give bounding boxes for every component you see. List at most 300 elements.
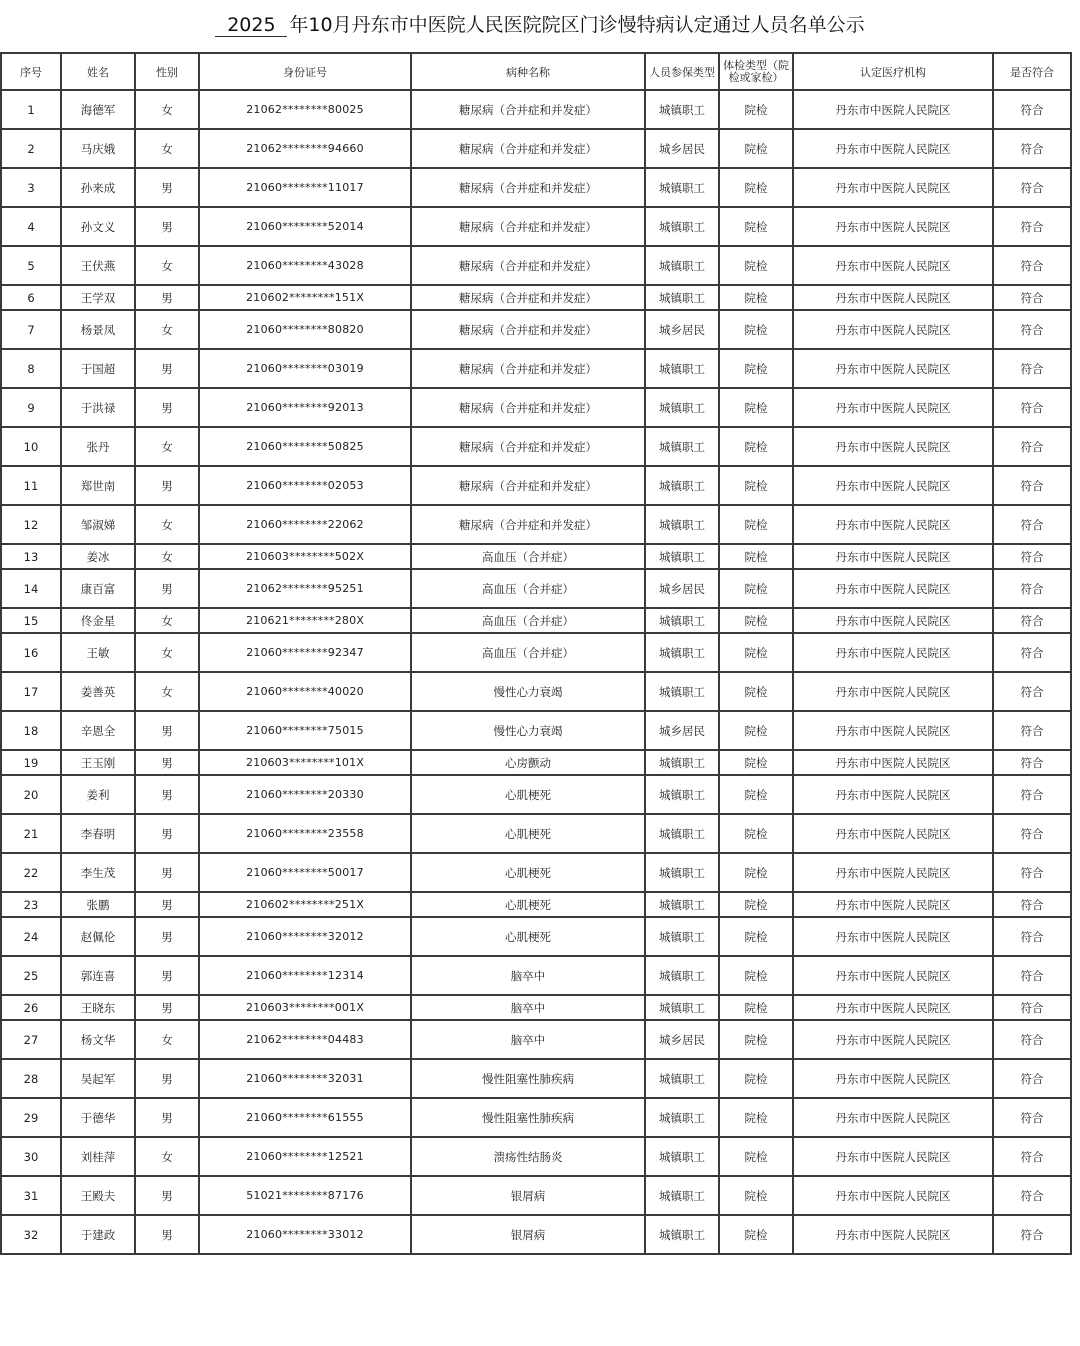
- cell-sex: 女: [135, 608, 199, 633]
- cell-disease: 糖尿病（合并症和并发症）: [411, 310, 645, 349]
- cell-no: 25: [1, 956, 61, 995]
- cell-check-type: 院检: [719, 814, 793, 853]
- cell-sex: 男: [135, 892, 199, 917]
- cell-id: 21062********95251: [199, 569, 411, 608]
- cell-org: 丹东市中医院人民院区: [793, 1176, 993, 1215]
- cell-insurance: 城镇职工: [645, 1059, 719, 1098]
- cell-no: 3: [1, 168, 61, 207]
- table-row: [1, 168, 1071, 207]
- cell-id: 21060********52014: [199, 207, 411, 246]
- table-row: [1, 1020, 1071, 1059]
- cell-check-type: 院检: [719, 672, 793, 711]
- table-row: [1, 90, 1071, 129]
- cell-disease: 糖尿病（合并症和并发症）: [411, 168, 645, 207]
- cell-disease: 银屑病: [411, 1215, 645, 1254]
- cell-disease: 心肌梗死: [411, 853, 645, 892]
- cell-no: 10: [1, 427, 61, 466]
- cell-insurance: 城镇职工: [645, 427, 719, 466]
- table-row: [1, 672, 1071, 711]
- cell-id: 21060********50017: [199, 853, 411, 892]
- cell-sex: 女: [135, 505, 199, 544]
- cell-no: 18: [1, 711, 61, 750]
- cell-check-type: 院检: [719, 168, 793, 207]
- cell-name: 辛恩全: [61, 711, 135, 750]
- table-row: [1, 349, 1071, 388]
- table-row: [1, 711, 1071, 750]
- cell-no: 20: [1, 775, 61, 814]
- cell-ok: 符合: [993, 388, 1071, 427]
- table-row: [1, 917, 1071, 956]
- cell-disease: 慢性阻塞性肺疾病: [411, 1059, 645, 1098]
- cell-no: 21: [1, 814, 61, 853]
- cell-id: 210603********502X: [199, 544, 411, 569]
- header-sex: 性别: [135, 53, 199, 90]
- table-row: [1, 569, 1071, 608]
- cell-sex: 男: [135, 711, 199, 750]
- cell-id: 21060********40020: [199, 672, 411, 711]
- cell-disease: 糖尿病（合并症和并发症）: [411, 90, 645, 129]
- cell-ok: 符合: [993, 427, 1071, 466]
- cell-id: 51021********87176: [199, 1176, 411, 1215]
- cell-ok: 符合: [993, 633, 1071, 672]
- cell-ok: 符合: [993, 1176, 1071, 1215]
- cell-name: 李春明: [61, 814, 135, 853]
- cell-sex: 男: [135, 388, 199, 427]
- cell-sex: 男: [135, 466, 199, 505]
- cell-org: 丹东市中医院人民院区: [793, 775, 993, 814]
- cell-sex: 男: [135, 814, 199, 853]
- cell-org: 丹东市中医院人民院区: [793, 505, 993, 544]
- header-check-type: 体检类型（院检或家检）: [719, 53, 793, 90]
- cell-disease: 慢性阻塞性肺疾病: [411, 1098, 645, 1137]
- cell-sex: 男: [135, 207, 199, 246]
- header-ok: 是否符合: [993, 53, 1071, 90]
- cell-org: 丹东市中医院人民院区: [793, 711, 993, 750]
- cell-sex: 女: [135, 246, 199, 285]
- table-row: [1, 310, 1071, 349]
- cell-org: 丹东市中医院人民院区: [793, 672, 993, 711]
- cell-ok: 符合: [993, 505, 1071, 544]
- cell-org: 丹东市中医院人民院区: [793, 207, 993, 246]
- table-row: [1, 505, 1071, 544]
- cell-no: 22: [1, 853, 61, 892]
- cell-insurance: 城镇职工: [645, 892, 719, 917]
- cell-org: 丹东市中医院人民院区: [793, 1215, 993, 1254]
- cell-sex: 男: [135, 1059, 199, 1098]
- cell-insurance: 城乡居民: [645, 569, 719, 608]
- cell-id: 21060********92013: [199, 388, 411, 427]
- cell-ok: 符合: [993, 917, 1071, 956]
- cell-insurance: 城镇职工: [645, 388, 719, 427]
- cell-insurance: 城镇职工: [645, 672, 719, 711]
- cell-id: 21062********04483: [199, 1020, 411, 1059]
- cell-id: 21060********80820: [199, 310, 411, 349]
- table-row: [1, 853, 1071, 892]
- cell-id: 21060********33012: [199, 1215, 411, 1254]
- cell-ok: 符合: [993, 814, 1071, 853]
- cell-disease: 心肌梗死: [411, 814, 645, 853]
- cell-no: 8: [1, 349, 61, 388]
- cell-no: 16: [1, 633, 61, 672]
- cell-sex: 男: [135, 285, 199, 310]
- table-body: [1, 90, 1071, 1254]
- cell-no: 15: [1, 608, 61, 633]
- cell-sex: 女: [135, 672, 199, 711]
- cell-name: 姜善英: [61, 672, 135, 711]
- cell-disease: 糖尿病（合并症和并发症）: [411, 388, 645, 427]
- cell-name: 邹淑娣: [61, 505, 135, 544]
- cell-sex: 女: [135, 544, 199, 569]
- cell-id: 21060********92347: [199, 633, 411, 672]
- cell-sex: 男: [135, 1176, 199, 1215]
- cell-insurance: 城镇职工: [645, 505, 719, 544]
- cell-check-type: 院检: [719, 956, 793, 995]
- cell-no: 2: [1, 129, 61, 168]
- cell-name: 马庆娥: [61, 129, 135, 168]
- cell-id: 210603********001X: [199, 995, 411, 1020]
- cell-check-type: 院检: [719, 466, 793, 505]
- cell-no: 1: [1, 90, 61, 129]
- cell-insurance: 城乡居民: [645, 129, 719, 168]
- cell-no: 4: [1, 207, 61, 246]
- cell-insurance: 城镇职工: [645, 1215, 719, 1254]
- cell-disease: 脑卒中: [411, 956, 645, 995]
- cell-name: 刘桂萍: [61, 1137, 135, 1176]
- cell-name: 杨景凤: [61, 310, 135, 349]
- cell-sex: 女: [135, 633, 199, 672]
- cell-disease: 慢性心力衰竭: [411, 711, 645, 750]
- cell-no: 7: [1, 310, 61, 349]
- cell-check-type: 院检: [719, 633, 793, 672]
- cell-disease: 糖尿病（合并症和并发症）: [411, 349, 645, 388]
- table-row: [1, 285, 1071, 310]
- cell-check-type: 院检: [719, 711, 793, 750]
- cell-sex: 男: [135, 1098, 199, 1137]
- cell-check-type: 院检: [719, 310, 793, 349]
- cell-no: 26: [1, 995, 61, 1020]
- cell-org: 丹东市中医院人民院区: [793, 853, 993, 892]
- cell-check-type: 院检: [719, 917, 793, 956]
- cell-check-type: 院检: [719, 1137, 793, 1176]
- table-row: [1, 1137, 1071, 1176]
- cell-ok: 符合: [993, 750, 1071, 775]
- header-insurance: 人员参保类型: [645, 53, 719, 90]
- cell-org: 丹东市中医院人民院区: [793, 995, 993, 1020]
- cell-name: 海德军: [61, 90, 135, 129]
- cell-id: 210621********280X: [199, 608, 411, 633]
- cell-org: 丹东市中医院人民院区: [793, 633, 993, 672]
- cell-insurance: 城镇职工: [645, 608, 719, 633]
- cell-disease: 糖尿病（合并症和并发症）: [411, 246, 645, 285]
- cell-ok: 符合: [993, 466, 1071, 505]
- cell-name: 王学双: [61, 285, 135, 310]
- cell-no: 19: [1, 750, 61, 775]
- cell-org: 丹东市中医院人民院区: [793, 388, 993, 427]
- table-row: [1, 1215, 1071, 1254]
- cell-name: 吴起军: [61, 1059, 135, 1098]
- cell-disease: 银屑病: [411, 1176, 645, 1215]
- cell-ok: 符合: [993, 672, 1071, 711]
- table-row: [1, 750, 1071, 775]
- cell-ok: 符合: [993, 995, 1071, 1020]
- table-row: [1, 775, 1071, 814]
- cell-disease: 糖尿病（合并症和并发症）: [411, 505, 645, 544]
- cell-name: 于洪禄: [61, 388, 135, 427]
- cell-check-type: 院检: [719, 246, 793, 285]
- cell-disease: 高血压（合并症）: [411, 608, 645, 633]
- cell-check-type: 院检: [719, 427, 793, 466]
- cell-no: 28: [1, 1059, 61, 1098]
- cell-insurance: 城镇职工: [645, 775, 719, 814]
- cell-no: 5: [1, 246, 61, 285]
- cell-ok: 符合: [993, 853, 1071, 892]
- cell-name: 郑世南: [61, 466, 135, 505]
- cell-sex: 男: [135, 775, 199, 814]
- cell-ok: 符合: [993, 1098, 1071, 1137]
- cell-check-type: 院检: [719, 569, 793, 608]
- cell-name: 于国超: [61, 349, 135, 388]
- cell-insurance: 城镇职工: [645, 633, 719, 672]
- cell-name: 王殿夫: [61, 1176, 135, 1215]
- cell-check-type: 院检: [719, 1020, 793, 1059]
- cell-org: 丹东市中医院人民院区: [793, 168, 993, 207]
- cell-no: 9: [1, 388, 61, 427]
- cell-name: 姜冰: [61, 544, 135, 569]
- cell-disease: 糖尿病（合并症和并发症）: [411, 129, 645, 168]
- cell-no: 12: [1, 505, 61, 544]
- cell-insurance: 城镇职工: [645, 246, 719, 285]
- cell-disease: 心房颤动: [411, 750, 645, 775]
- cell-check-type: 院检: [719, 853, 793, 892]
- cell-sex: 男: [135, 1215, 199, 1254]
- cell-org: 丹东市中医院人民院区: [793, 917, 993, 956]
- cell-ok: 符合: [993, 711, 1071, 750]
- cell-ok: 符合: [993, 892, 1071, 917]
- cell-check-type: 院检: [719, 892, 793, 917]
- table-row: [1, 129, 1071, 168]
- cell-org: 丹东市中医院人民院区: [793, 608, 993, 633]
- cell-ok: 符合: [993, 246, 1071, 285]
- cell-name: 李生茂: [61, 853, 135, 892]
- cell-id: 21060********03019: [199, 349, 411, 388]
- cell-id: 21060********43028: [199, 246, 411, 285]
- cell-name: 姜利: [61, 775, 135, 814]
- cell-insurance: 城镇职工: [645, 285, 719, 310]
- cell-name: 王敏: [61, 633, 135, 672]
- table-row: [1, 246, 1071, 285]
- cell-name: 赵佩伦: [61, 917, 135, 956]
- cell-id: 21060********50825: [199, 427, 411, 466]
- cell-name: 佟金星: [61, 608, 135, 633]
- cell-no: 29: [1, 1098, 61, 1137]
- cell-disease: 慢性心力衰竭: [411, 672, 645, 711]
- cell-org: 丹东市中医院人民院区: [793, 1137, 993, 1176]
- cell-name: 张丹: [61, 427, 135, 466]
- cell-name: 康百富: [61, 569, 135, 608]
- cell-ok: 符合: [993, 1020, 1071, 1059]
- title-text: 年10月丹东市中医院人民医院院区门诊慢特病认定通过人员名单公示: [289, 14, 865, 36]
- cell-insurance: 城镇职工: [645, 466, 719, 505]
- cell-insurance: 城镇职工: [645, 1098, 719, 1137]
- cell-check-type: 院检: [719, 349, 793, 388]
- table-row: [1, 207, 1071, 246]
- cell-id: 21060********23558: [199, 814, 411, 853]
- cell-check-type: 院检: [719, 90, 793, 129]
- cell-disease: 脑卒中: [411, 995, 645, 1020]
- cell-no: 23: [1, 892, 61, 917]
- cell-ok: 符合: [993, 168, 1071, 207]
- cell-name: 于德华: [61, 1098, 135, 1137]
- cell-sex: 男: [135, 917, 199, 956]
- cell-check-type: 院检: [719, 995, 793, 1020]
- table-row: [1, 956, 1071, 995]
- cell-insurance: 城镇职工: [645, 544, 719, 569]
- cell-ok: 符合: [993, 1215, 1071, 1254]
- cell-insurance: 城镇职工: [645, 750, 719, 775]
- cell-name: 孙来成: [61, 168, 135, 207]
- cell-org: 丹东市中医院人民院区: [793, 544, 993, 569]
- cell-check-type: 院检: [719, 388, 793, 427]
- cell-ok: 符合: [993, 129, 1071, 168]
- table-row: [1, 1059, 1071, 1098]
- cell-insurance: 城镇职工: [645, 207, 719, 246]
- cell-disease: 糖尿病（合并症和并发症）: [411, 427, 645, 466]
- cell-org: 丹东市中医院人民院区: [793, 310, 993, 349]
- table-header-row: [1, 53, 1071, 90]
- cell-org: 丹东市中医院人民院区: [793, 750, 993, 775]
- cell-no: 11: [1, 466, 61, 505]
- cell-org: 丹东市中医院人民院区: [793, 349, 993, 388]
- table-row: [1, 544, 1071, 569]
- cell-org: 丹东市中医院人民院区: [793, 1098, 993, 1137]
- cell-check-type: 院检: [719, 1176, 793, 1215]
- table-row: [1, 427, 1071, 466]
- cell-id: 21060********22062: [199, 505, 411, 544]
- cell-id: 210602********251X: [199, 892, 411, 917]
- cell-sex: 男: [135, 995, 199, 1020]
- cell-ok: 符合: [993, 285, 1071, 310]
- cell-name: 于建政: [61, 1215, 135, 1254]
- cell-name: 杨文华: [61, 1020, 135, 1059]
- cell-check-type: 院检: [719, 1059, 793, 1098]
- cell-disease: 高血压（合并症）: [411, 544, 645, 569]
- table-row: [1, 466, 1071, 505]
- header-org: 认定医疗机构: [793, 53, 993, 90]
- cell-no: 17: [1, 672, 61, 711]
- cell-org: 丹东市中医院人民院区: [793, 814, 993, 853]
- cell-sex: 女: [135, 1020, 199, 1059]
- cell-ok: 符合: [993, 90, 1071, 129]
- header-name: 姓名: [61, 53, 135, 90]
- cell-id: 21060********20330: [199, 775, 411, 814]
- cell-org: 丹东市中医院人民院区: [793, 466, 993, 505]
- cell-no: 24: [1, 917, 61, 956]
- cell-org: 丹东市中医院人民院区: [793, 956, 993, 995]
- cell-sex: 女: [135, 90, 199, 129]
- cell-disease: 糖尿病（合并症和并发症）: [411, 285, 645, 310]
- cell-no: 6: [1, 285, 61, 310]
- header-id: 身份证号: [199, 53, 411, 90]
- cell-insurance: 城镇职工: [645, 956, 719, 995]
- cell-insurance: 城镇职工: [645, 995, 719, 1020]
- cell-id: 21060********75015: [199, 711, 411, 750]
- cell-check-type: 院检: [719, 775, 793, 814]
- cell-insurance: 城镇职工: [645, 917, 719, 956]
- cell-ok: 符合: [993, 207, 1071, 246]
- cell-check-type: 院检: [719, 544, 793, 569]
- cell-sex: 女: [135, 310, 199, 349]
- table-row: [1, 608, 1071, 633]
- cell-no: 14: [1, 569, 61, 608]
- table-row: [1, 1098, 1071, 1137]
- cell-sex: 男: [135, 168, 199, 207]
- cell-insurance: 城镇职工: [645, 168, 719, 207]
- cell-org: 丹东市中医院人民院区: [793, 129, 993, 168]
- cell-insurance: 城乡居民: [645, 711, 719, 750]
- cell-id: 210602********151X: [199, 285, 411, 310]
- cell-no: 31: [1, 1176, 61, 1215]
- cell-org: 丹东市中医院人民院区: [793, 246, 993, 285]
- cell-sex: 女: [135, 129, 199, 168]
- table-row: [1, 814, 1071, 853]
- cell-no: 13: [1, 544, 61, 569]
- cell-sex: 男: [135, 750, 199, 775]
- cell-no: 32: [1, 1215, 61, 1254]
- cell-org: 丹东市中医院人民院区: [793, 427, 993, 466]
- roster-table: [0, 52, 1072, 1255]
- cell-disease: 脑卒中: [411, 1020, 645, 1059]
- cell-id: 21060********11017: [199, 168, 411, 207]
- cell-insurance: 城乡居民: [645, 310, 719, 349]
- cell-org: 丹东市中医院人民院区: [793, 1059, 993, 1098]
- cell-id: 21062********94660: [199, 129, 411, 168]
- cell-sex: 男: [135, 569, 199, 608]
- cell-org: 丹东市中医院人民院区: [793, 1020, 993, 1059]
- cell-disease: 心肌梗死: [411, 892, 645, 917]
- cell-org: 丹东市中医院人民院区: [793, 90, 993, 129]
- cell-ok: 符合: [993, 775, 1071, 814]
- cell-insurance: 城镇职工: [645, 90, 719, 129]
- cell-no: 27: [1, 1020, 61, 1059]
- cell-check-type: 院检: [719, 285, 793, 310]
- cell-name: 郭连喜: [61, 956, 135, 995]
- cell-ok: 符合: [993, 1059, 1071, 1098]
- cell-name: 张鹏: [61, 892, 135, 917]
- cell-id: 21062********80025: [199, 90, 411, 129]
- cell-id: 210603********101X: [199, 750, 411, 775]
- cell-ok: 符合: [993, 608, 1071, 633]
- cell-sex: 女: [135, 427, 199, 466]
- cell-id: 21060********61555: [199, 1098, 411, 1137]
- cell-sex: 男: [135, 349, 199, 388]
- cell-id: 21060********32031: [199, 1059, 411, 1098]
- cell-insurance: 城乡居民: [645, 1020, 719, 1059]
- cell-sex: 男: [135, 956, 199, 995]
- cell-ok: 符合: [993, 349, 1071, 388]
- cell-id: 21060********12521: [199, 1137, 411, 1176]
- table-row: [1, 633, 1071, 672]
- cell-insurance: 城镇职工: [645, 1137, 719, 1176]
- cell-name: 王晓东: [61, 995, 135, 1020]
- table-row: [1, 892, 1071, 917]
- header-no: 序号: [1, 53, 61, 90]
- cell-name: 孙文义: [61, 207, 135, 246]
- cell-disease: 糖尿病（合并症和并发症）: [411, 207, 645, 246]
- cell-insurance: 城镇职工: [645, 349, 719, 388]
- cell-disease: 高血压（合并症）: [411, 633, 645, 672]
- title-year: 2025: [215, 14, 287, 37]
- cell-org: 丹东市中医院人民院区: [793, 569, 993, 608]
